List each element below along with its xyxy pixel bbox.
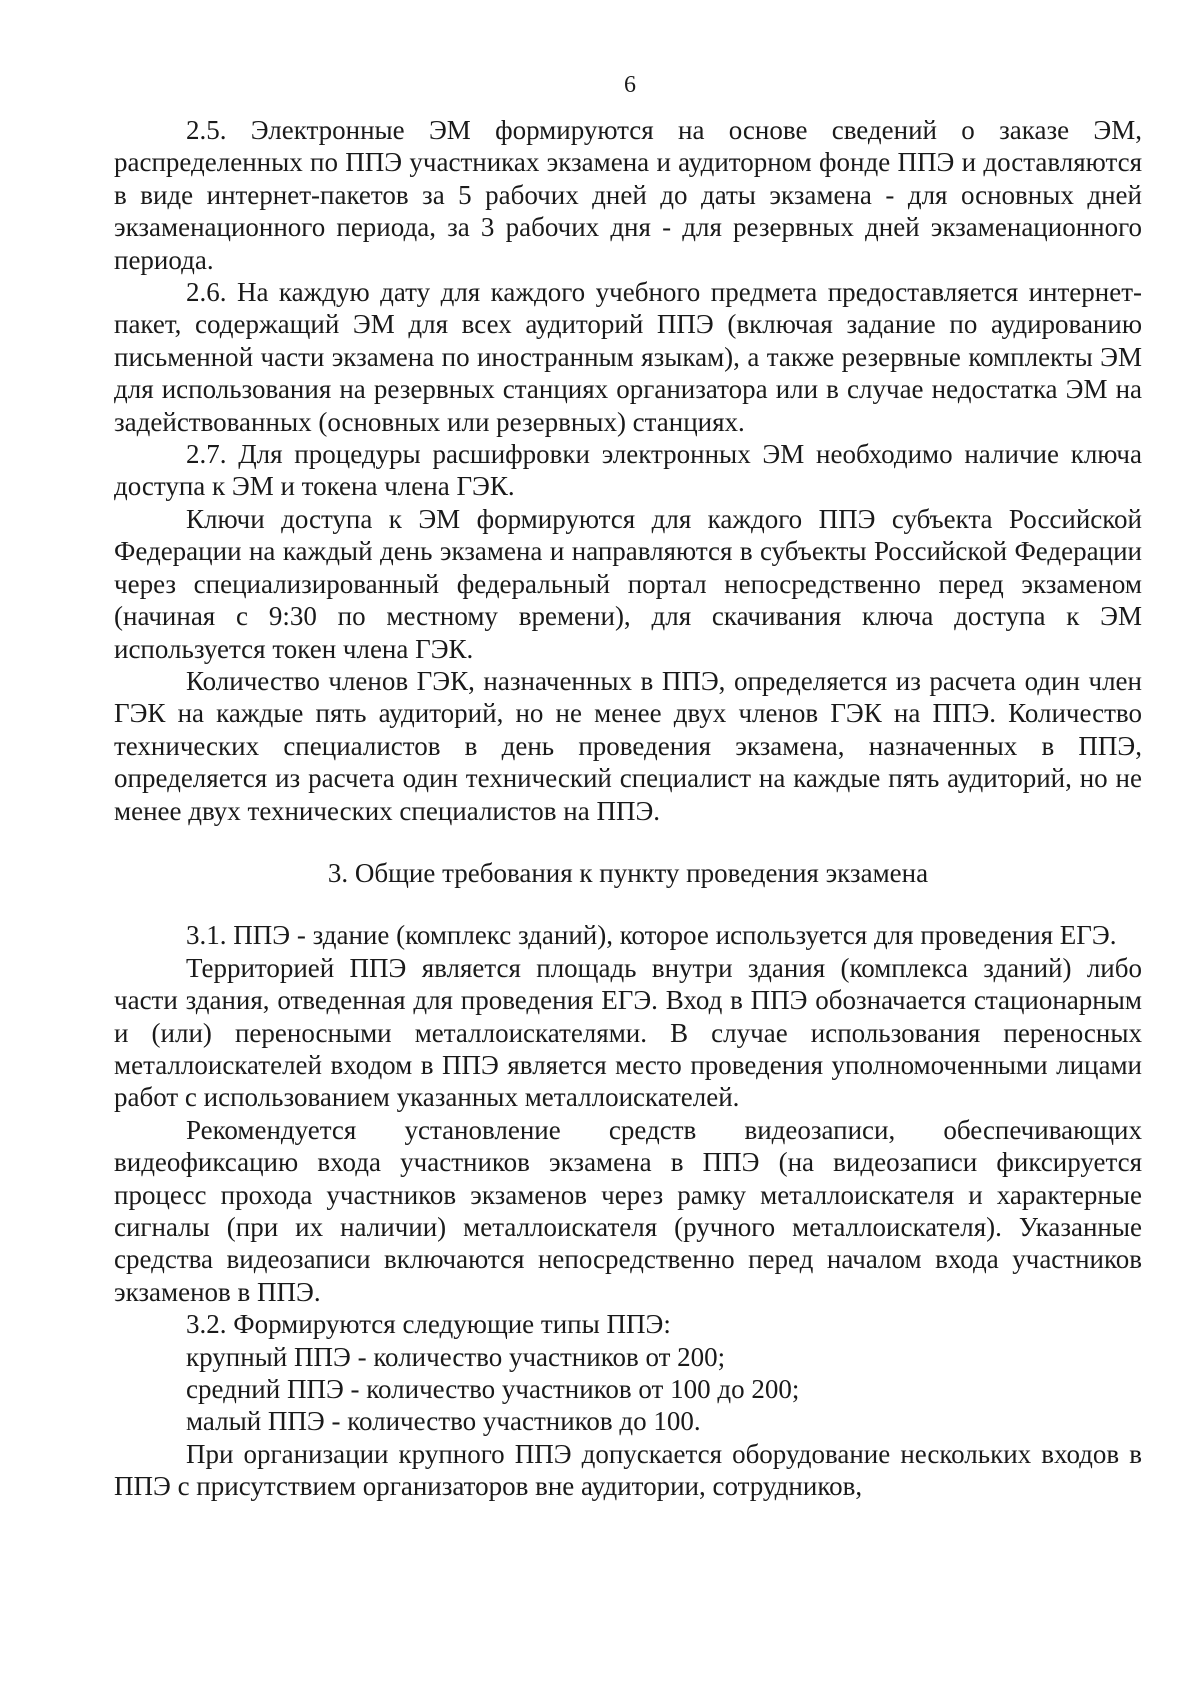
paragraph-3-1: 3.1. ППЭ - здание (комплекс зданий), которое используется для проведения ЕГЭ. xyxy=(186,920,1117,951)
paragraph-2-6: 2.6. На каждую дату для каждого учебного предмета предоставляется интернет-пакет, содержащий ЭМ для всех аудиторий ППЭ (включая задание по аудированию письменной части экзамена по иностранным языкам), а также резервные комплекты ЭМ для использования на резервных станциях организатора или в случае недостатка ЭМ на задействованных (основных или резервных) станциях. xyxy=(114,277,1142,437)
list-item-small: малый ППЭ - количество участников до 100. xyxy=(186,1406,701,1437)
paragraph-territory: Территорией ППЭ является площадь внутри здания (комплекса зданий) либо части здания, отведенная для проведения ЕГЭ. Вход в ППЭ обозначается стационарным и (или) переносными металлоискателями. В случае использования переносных металлоискателей входом в ППЭ является место проведения уполномоченными лицами работ с использованием указанных металлоискателей. xyxy=(114,952,1142,1113)
list-item-medium: средний ППЭ - количество участников от 100 до 200; xyxy=(186,1374,800,1405)
page-number: 6 xyxy=(624,72,636,98)
paragraph-2-5: 2.5. Электронные ЭМ формируются на основе сведений о заказе ЭМ, распределенных по ППЭ участниках экзамена и аудиторном фонде ППЭ и доставляются в виде интернет-пакетов за 5 рабочих дней до даты экзамена - для основных дней экзаменационного периода, за 3 рабочих дня - для резервных дней экзаменационного периода. xyxy=(114,115,1142,275)
spacer xyxy=(114,889,1142,919)
section-heading: 3. Общие требования к пункту проведения экзамена xyxy=(327,857,929,888)
document-body xyxy=(114,114,1142,1503)
paragraph-large-organization: При организации крупного ППЭ допускается оборудование нескольких входов в ППЭ с присутствием организаторов вне аудитории, сотрудников, xyxy=(114,1438,1142,1502)
paragraph-gek-count: Количество членов ГЭК, назначенных в ППЭ, определяется из расчета один член ГЭК на каждые пять аудиторий, но не менее двух членов ГЭК на ППЭ. Количество технических специалистов в день проведения экзамена, назначенных в ППЭ, определяется из расчета один технический специалист на каждые пять аудиторий, но не менее двух технических специалистов на ППЭ. xyxy=(114,665,1142,826)
paragraph-video: Рекомендуется установление средств видеозаписи, обеспечивающих видеофиксацию входа участников экзамена в ППЭ (на видеозаписи фиксируется процесс прохода участников экзаменов через рамку металлоискателя и характерные сигналы (при их наличии) металлоискателя (ручного металлоискателя). Указанные средства видеозаписи включаются непосредственно перед началом входа участников экзаменов в ППЭ. xyxy=(114,1114,1142,1307)
spacer xyxy=(114,827,1142,857)
paragraph-access-keys: Ключи доступа к ЭМ формируются для каждого ППЭ субъекта Российской Федерации на каждый день экзамена и направляются в субъекты Российской Федерации через специализированный федеральный портал непосредственно перед экзаменом (начиная с 9:30 по местному времени), для скачивания ключа доступа к ЭМ используется токен члена ГЭК. xyxy=(114,503,1142,664)
list-item-large: крупный ППЭ - количество участников от 200; xyxy=(186,1341,726,1372)
paragraph-3-2: 3.2. Формируются следующие типы ППЭ: xyxy=(186,1309,671,1340)
paragraph-2-7: 2.7. Для процедуры расшифровки электронных ЭМ необходимо наличие ключа доступа к ЭМ и токена члена ГЭК. xyxy=(114,439,1142,502)
